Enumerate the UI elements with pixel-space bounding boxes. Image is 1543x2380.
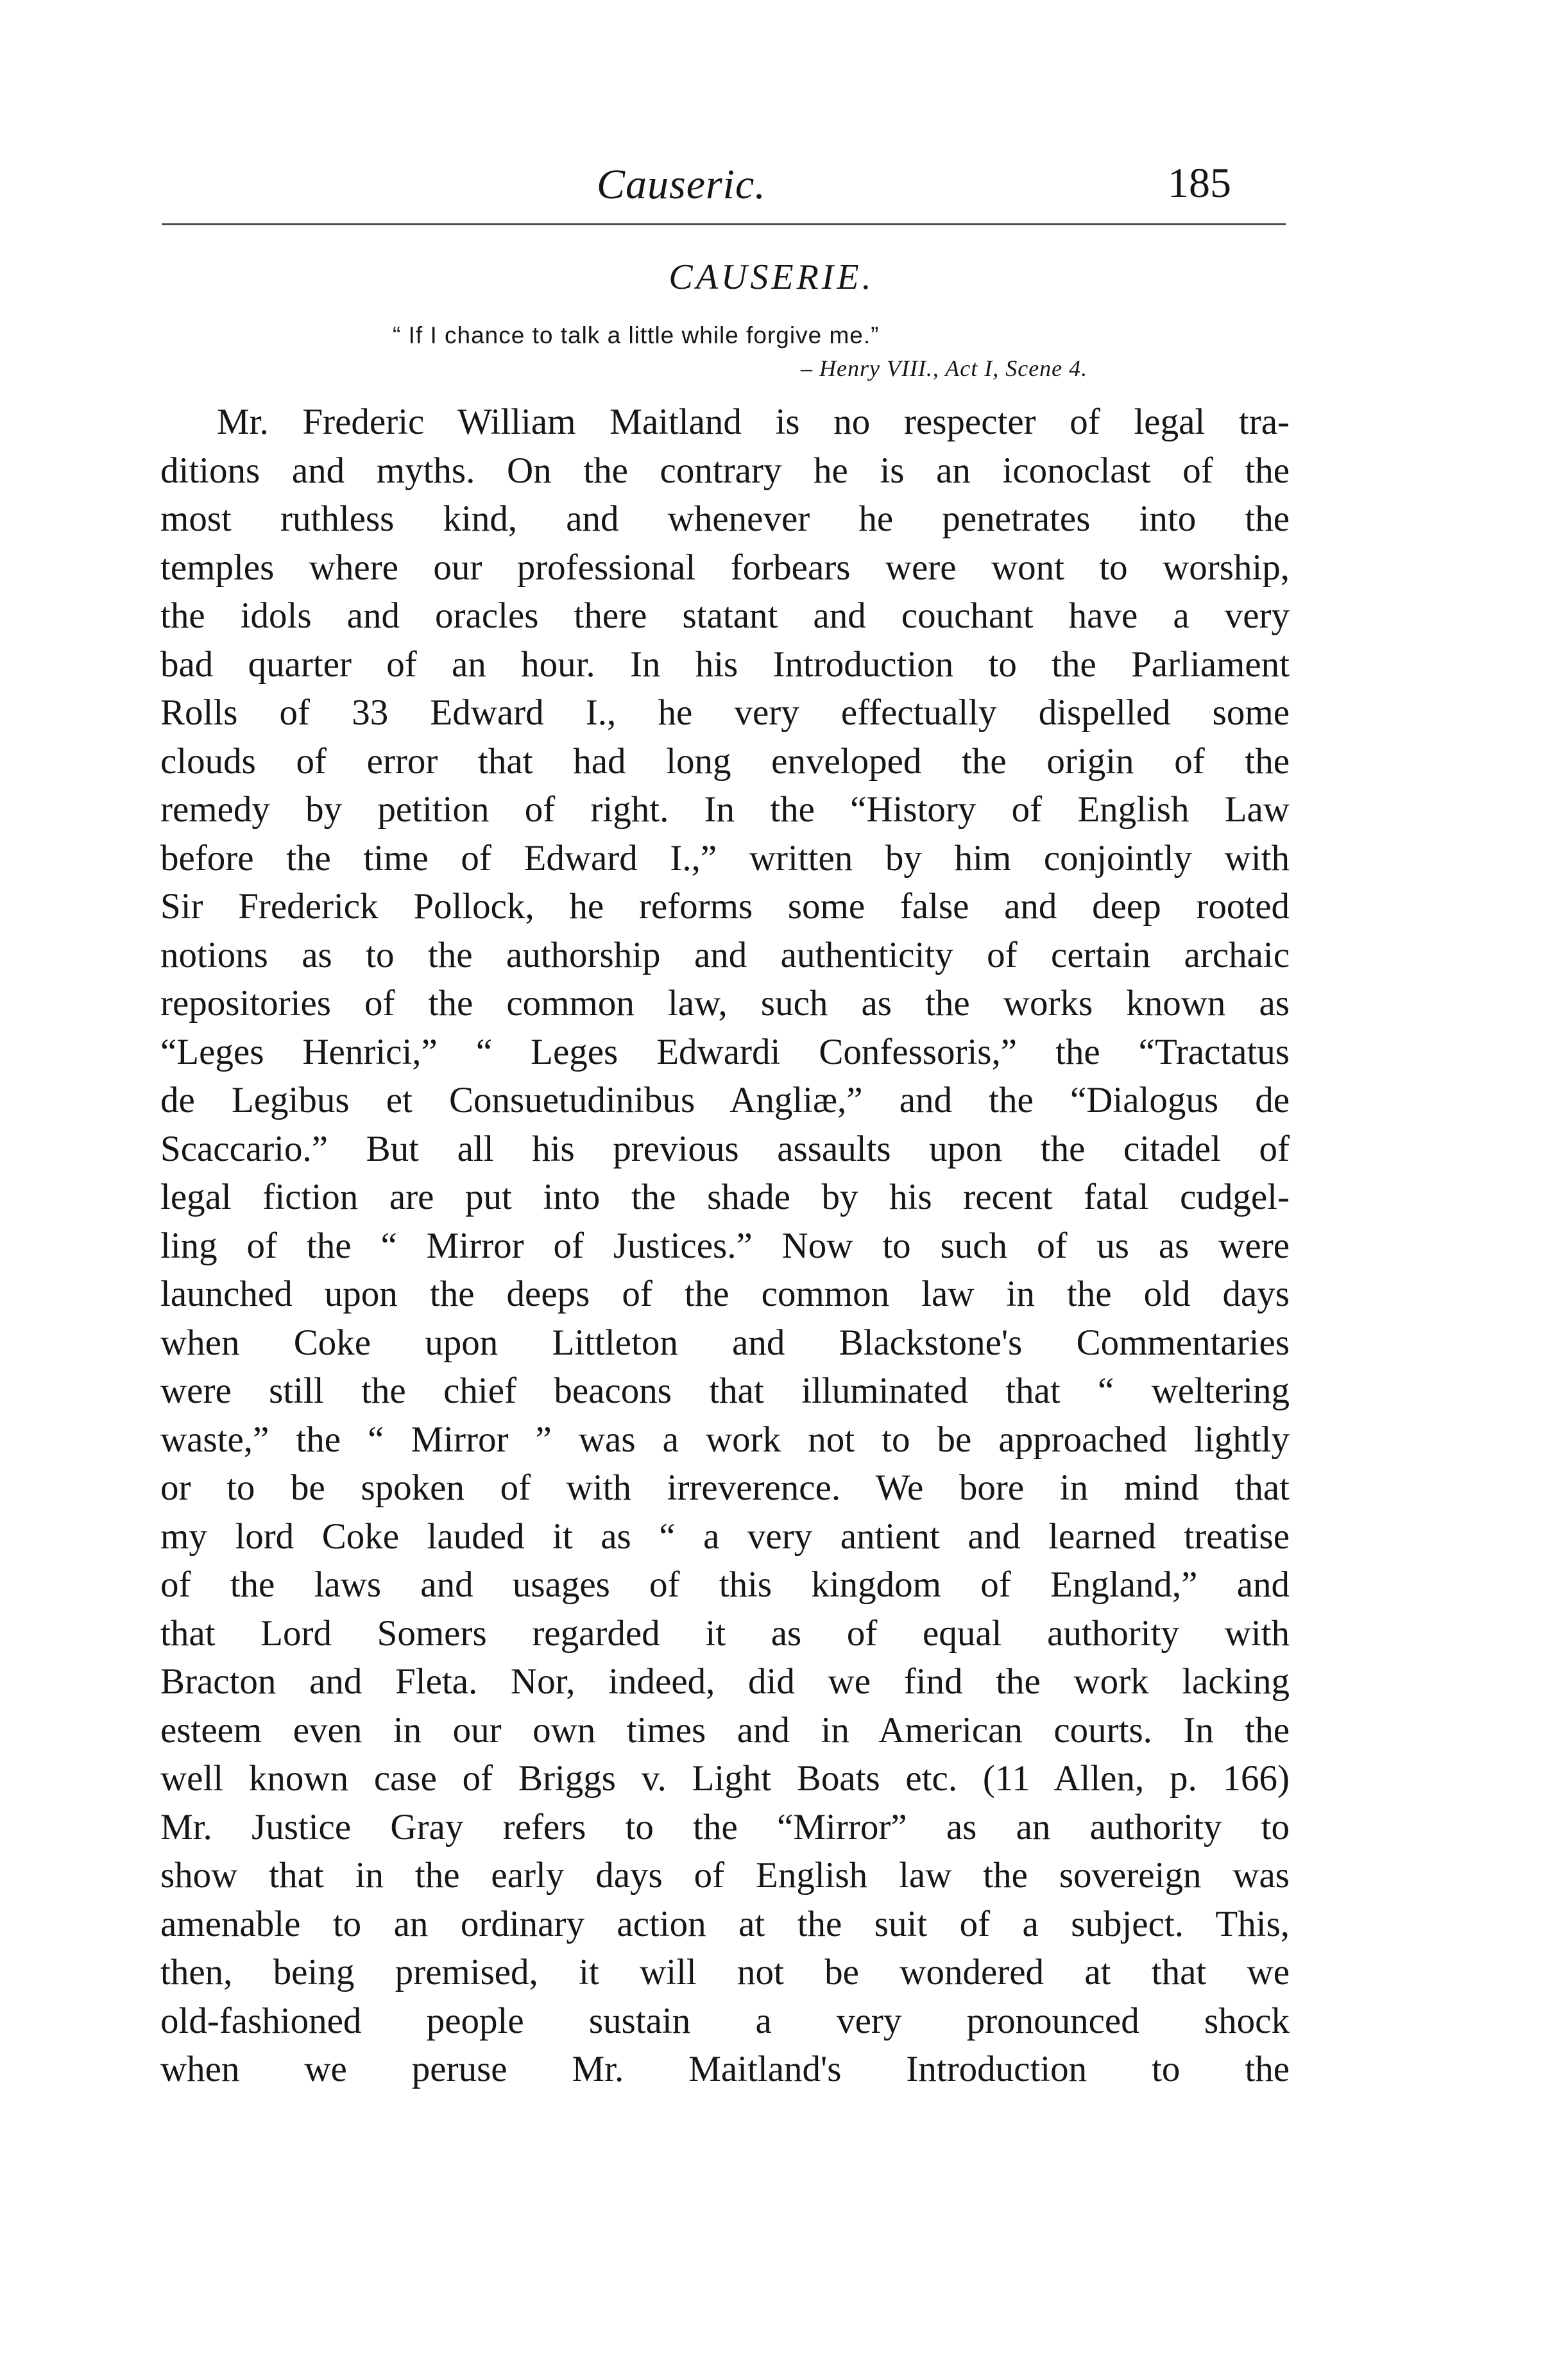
- section-title: CAUSERIE.: [669, 257, 874, 297]
- text-line: Mr. Frederic William Maitland is no respecter of legal tra-: [217, 402, 1290, 442]
- text-line: remedy by petition of right. In the “History of English Law: [160, 789, 1290, 830]
- text-line: Mr. Justice Gray refers to the “Mirror” as an authority to: [160, 1806, 1290, 1847]
- text-line: waste,” the “ Mirror ” was a work not to be approached lightly: [160, 1419, 1290, 1460]
- text-line: launched upon the deeps of the common law in the old days: [160, 1274, 1290, 1314]
- text-line: Sir Frederick Pollock, he reforms some false and deep rooted: [160, 886, 1290, 927]
- text-line: Rolls of 33 Edward I., he very effectually dispelled some: [160, 692, 1290, 733]
- text-line: when we peruse Mr. Maitland's Introduction to the: [160, 2049, 1290, 2089]
- text-line: ling of the “ Mirror of Justices.” Now to such of us as were: [160, 1225, 1290, 1266]
- text-line: that Lord Somers regarded it as of equal authority with: [160, 1613, 1290, 1654]
- body-text: [160, 398, 1290, 2094]
- running-title: Causeric.: [597, 161, 766, 208]
- text-line: “Leges Henrici,” “ Leges Edwardi Confessoris,” the “Tractatus: [160, 1031, 1290, 1072]
- text-line: esteem even in our own times and in American courts. In the: [160, 1709, 1290, 1751]
- text-line: amenable to an ordinary action at the suit of a subject. This,: [160, 1903, 1290, 1944]
- text-line: bad quarter of an hour. In his Introduction to the Parliament: [160, 644, 1290, 685]
- text-line: were still the chief beacons that illuminated that “ weltering: [160, 1371, 1290, 1411]
- text-line: most ruthless kind, and whenever he penetrates into the: [160, 499, 1290, 539]
- text-line: ditions and myths. On the contrary he is an iconoclast of the: [160, 450, 1290, 491]
- text-line: de Legibus et Consuetudinibus Angliæ,” and the “Dialogus de: [160, 1080, 1290, 1120]
- text-line: or to be spoken of with irreverence. We bore in mind that: [160, 1468, 1290, 1508]
- epigraph-source: – Henry VIII., Act I, Scene 4.: [801, 355, 1088, 381]
- text-line: legal fiction are put into the shade by his recent fatal cudgel-: [160, 1177, 1290, 1217]
- text-line: when Coke upon Littleton and Blackstone's Commentaries: [160, 1322, 1290, 1363]
- text-line: notions as to the authorship and authenticity of certain archaic: [160, 934, 1290, 975]
- text-line: repositories of the common law, such as the works known as: [160, 983, 1290, 1023]
- text-line: then, being premised, it will not be wondered at that we: [160, 1952, 1290, 1992]
- page-number: 185: [1168, 160, 1231, 207]
- text-line: of the laws and usages of this kingdom of England,” and: [160, 1564, 1290, 1605]
- text-line: temples where our professional forbears were wont to worship,: [160, 547, 1290, 588]
- text-line: Bracton and Fleta. Nor, indeed, did we find the work lacking: [160, 1661, 1290, 1702]
- text-line: the idols and oracles there statant and couchant have a very: [160, 595, 1290, 636]
- text-line: before the time of Edward I.,” written by him conjointly with: [160, 837, 1290, 878]
- text-line: old-fashioned people sustain a very pronounced shock: [160, 2000, 1290, 2041]
- text-line: clouds of error that had long enveloped the origin of the: [160, 741, 1290, 782]
- text-line: show that in the early days of English law the sovereign was: [160, 1855, 1290, 1896]
- text-line: Scaccario.” But all his previous assaults upon the citadel of: [160, 1128, 1290, 1169]
- epigraph-quote: “ If I chance to talk a little while forgive me.”: [393, 322, 880, 348]
- header-rule: [162, 223, 1286, 225]
- text-line: my lord Coke lauded it as “ a very antient and learned treatise: [160, 1516, 1290, 1557]
- text-line: well known case of Briggs v. Light Boats etc. (11 Allen, p. 166): [160, 1758, 1290, 1799]
